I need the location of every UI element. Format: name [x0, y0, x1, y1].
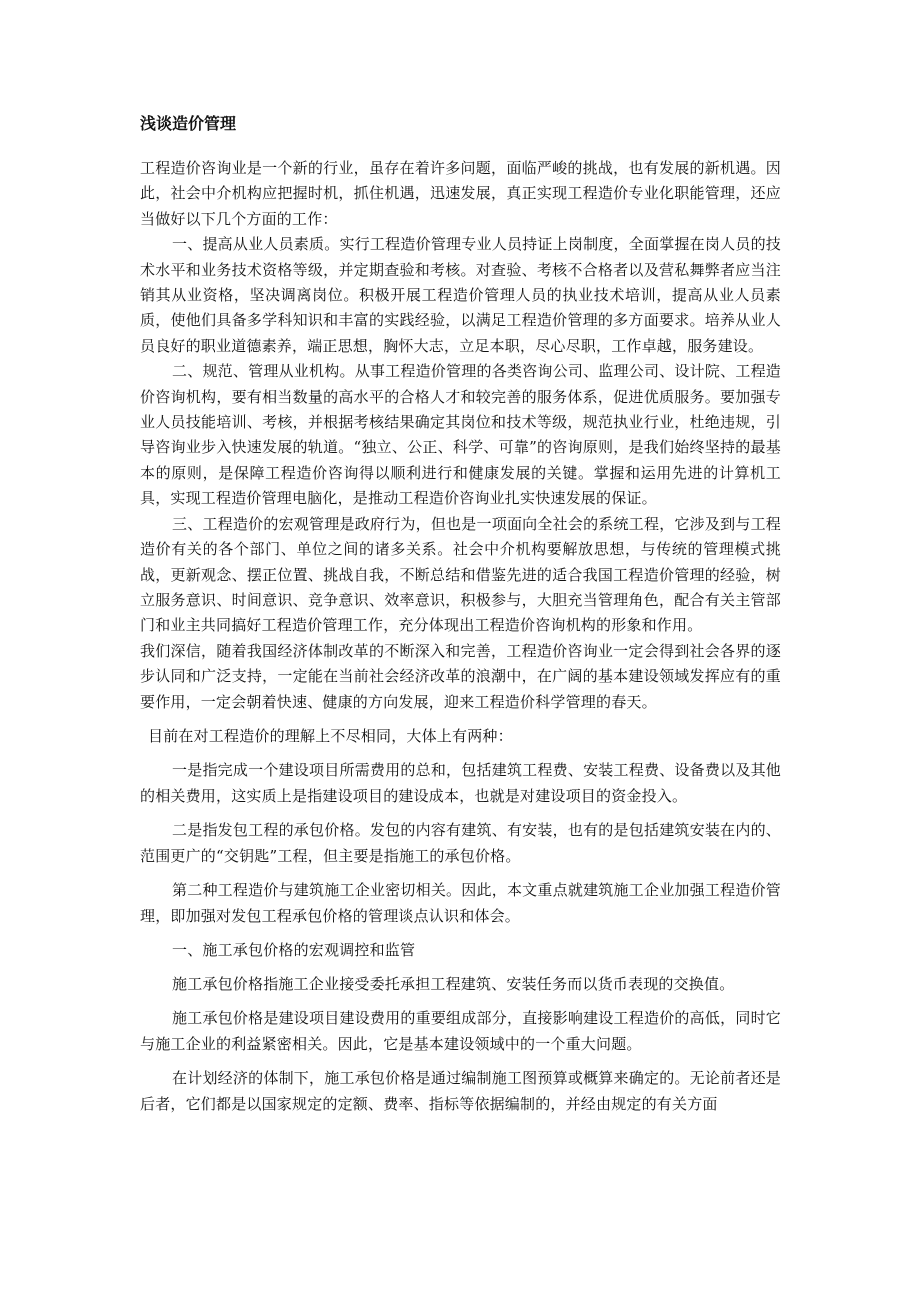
paragraph-definition: 施工承包价格指施工企业接受委托承担工程建筑、安装任务而以货币表现的交换值。	[172, 974, 735, 993]
paragraph-point-one: 一、提高从业人员素质。实行工程造价管理专业人员持证上岗制度，全面掌握在岗人员的技术水平和业务技术资格等级，并定期查验和考核。对查验、考核不合格者以及营私舞弊者应当注销其从业资格，坚决调离岗位。积极开展工程造价管理人员的执业技术培训，提高从业人员素质，使他们具备多学科知识和丰富的实践经验，以满足工程造价管理的多方面要求。培养从业人员良好的职业道德素养，端正思想，胸怀大志，立足本职，尽心尽职，工作卓越，服务建设。	[140, 235, 781, 355]
paragraph-intro: 工程造价咨询业是一个新的行业，虽存在着许多问题，面临严峻的挑战，也有发展的新机遇。因此，社会中介机构应把握时机，抓住机遇，迅速发展，真正实现工程造价专业化职能管理，还应当做好以下几个方面的工作：	[140, 159, 781, 228]
paragraph-importance: 施工承包价格是建设项目建设费用的重要组成部分，直接影响建设工程造价的高低，同时它与施工企业的利益紧密相关。因此，它是基本建设领域中的一个重大问题。	[140, 1008, 781, 1053]
paragraph-conclusion: 我们深信，随着我国经济体制改革的不断深入和完善，工程造价咨询业一定会得到社会各界的逐步认同和广泛支持，一定能在当前社会经济改革的浪潮中，在广阔的基本建设领域发挥应有的重要作用，一定会朝着快速、健康的方向发展，迎来工程造价科学管理的春天。	[140, 641, 781, 711]
paragraph-planned-economy: 在计划经济的体制下，施工承包价格是通过编制施工图预算或概算来确定的。无论前者还是后者，它们都是以国家规定的定额、费率、指标等依据编制的，并经由规定的有关方面	[140, 1068, 781, 1113]
paragraph-meaning-one: 一是指完成一个建设项目所需费用的总和，包括建筑工程费、安装工程费、设备费以及其他的相关费用，这实质上是指建设项目的建设成本，也就是对建设项目的资金投入。	[140, 760, 781, 805]
paragraph-point-three: 三、工程造价的宏观管理是政府行为，但也是一项面向全社会的系统工程，它涉及到与工程造价有关的各个部门、单位之间的诸多关系。社会中介机构要解放思想，与传统的管理模式挑战，更新观念、摆正位置、挑战自我，不断总结和借鉴先进的适合我国工程造价管理的经验，树立服务意识、时间意识、竞争意识、效率意识，积极参与，大胆充当管理角色，配合有关主管部门和业主共同搞好工程造价管理工作，充分体现出工程造价咨询机构的形象和作用。	[140, 514, 781, 635]
paragraph-meaning-two: 二是指发包工程的承包价格。发包的内容有建筑、有安装，也有的是包括建筑安装在内的、范围更广的“交钥匙”工程，但主要是指施工的承包价格。	[140, 820, 781, 865]
document-page	[140, 112, 781, 1117]
paragraph-two-meanings: 目前在对工程造价的理解上不尽相同，大体上有两种：	[148, 726, 513, 745]
paragraph-focus: 第二种工程造价与建筑施工企业密切相关。因此，本文重点就建筑施工企业加强工程造价管理，即加强对发包工程承包价格的管理谈点认识和体会。	[140, 880, 781, 925]
paragraph-point-two: 二、规范、管理从业机构。从事工程造价管理的各类咨询公司、监理公司、设计院、工程造价咨询机构，要有相当数量的高水平的合格人才和较完善的服务体系，促进优质服务。要加强专业人员技能培训、考核，并根据考核结果确定其岗位和技术等级，规范执业行业，杜绝违规，引导咨询业步入快速发展的轨道。“独立、公正、科学、可靠”的咨询原则，是我们始终坚持的最基本的原则，是保障工程造价咨询得以顺利进行和健康发展的关键。掌握和运用先进的计算机工具，实现工程造价管理电脑化，是推动工程造价咨询业扎实快速发展的保证。	[140, 362, 781, 508]
document-title: 浅谈造价管理	[140, 114, 237, 133]
section-heading-one: 一、施工承包价格的宏观调控和监管	[172, 940, 416, 959]
